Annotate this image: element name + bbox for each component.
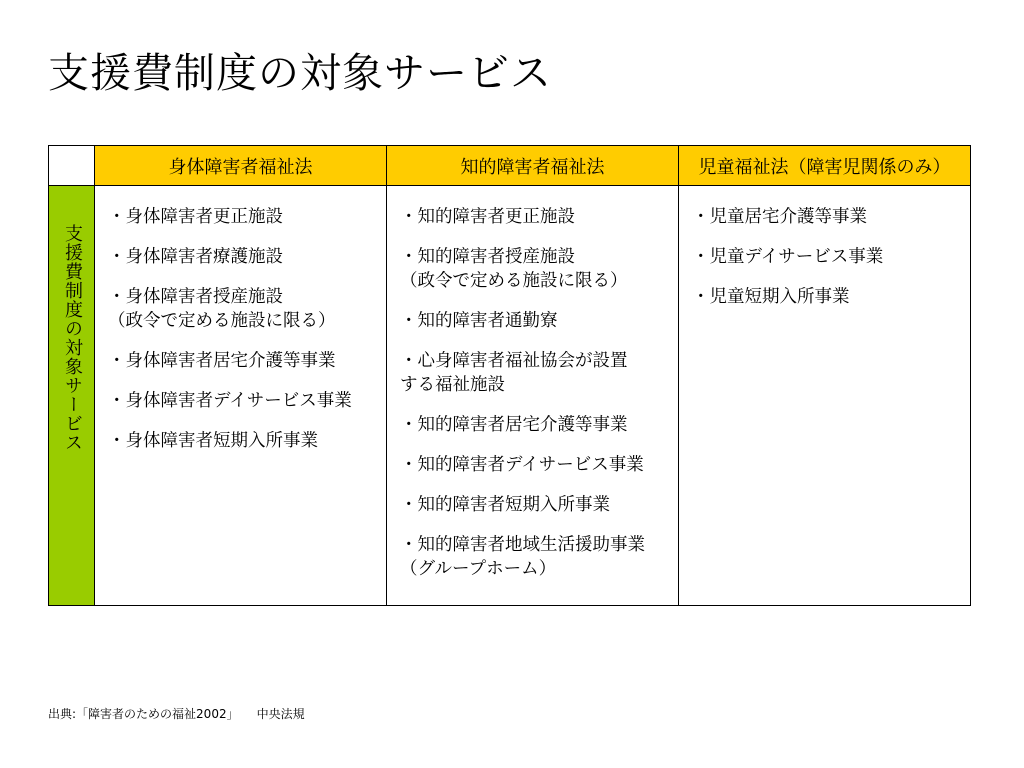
column-header-intellectual: 知的障害者福祉法: [387, 146, 679, 186]
row-header-label: 支援費制度の対象サービス: [62, 224, 83, 452]
service-item-line: ・知的障害者授産施設: [400, 247, 575, 267]
service-item-line: （政令で定める施設に限る）: [108, 311, 336, 331]
service-item: [692, 245, 970, 269]
service-item-line: ・知的障害者居宅介護等事業: [400, 415, 628, 435]
service-item-line: （政令で定める施設に限る）: [400, 271, 628, 291]
column-header-physical: 身体障害者福祉法: [95, 146, 387, 186]
service-item: [400, 205, 678, 229]
source-citation: [48, 705, 305, 722]
service-item-line: ・身体障害者更正施設: [108, 207, 283, 227]
service-item-line: ・身体障害者デイサービス事業: [108, 391, 352, 411]
service-item-line: ・身体障害者授産施設: [108, 287, 283, 307]
service-item: [692, 285, 970, 309]
service-item-line: ・知的障害者短期入所事業: [400, 495, 610, 515]
source-title: 出典:「障害者のための福祉2002」: [48, 707, 239, 721]
service-item: [400, 493, 678, 517]
service-item-line: ・身体障害者短期入所事業: [108, 431, 318, 451]
service-item: [108, 349, 386, 373]
service-item-line: ・児童居宅介護等事業: [692, 207, 867, 227]
service-item-line: する福祉施設: [400, 375, 505, 395]
service-item-line: ・心身障害者福祉協会が設置: [400, 351, 628, 371]
column-header-child: 児童福祉法（障害児関係のみ）: [679, 146, 970, 186]
service-item: [400, 413, 678, 437]
service-list-physical: [95, 186, 386, 453]
service-item-line: ・児童デイサービス事業: [692, 247, 884, 267]
service-item: [108, 285, 386, 333]
service-list-child: [679, 186, 970, 309]
service-item: [400, 245, 678, 293]
service-item-line: ・児童短期入所事業: [692, 287, 850, 307]
service-item: [108, 429, 386, 453]
service-item-line: （グループホーム）: [400, 559, 557, 579]
service-item-line: ・知的障害者更正施設: [400, 207, 575, 227]
source-publisher: 中央法規: [256, 707, 305, 721]
service-item-line: ・知的障害者地域生活援助事業: [400, 535, 645, 555]
service-item-line: ・知的障害者デイサービス事業: [400, 455, 644, 475]
service-item: [400, 533, 678, 581]
service-list-intellectual: [387, 186, 678, 581]
row-header-cell: [49, 186, 95, 605]
service-item: [108, 245, 386, 269]
service-item: [108, 205, 386, 229]
service-item: [400, 349, 678, 397]
service-item: [108, 389, 386, 413]
services-table: [48, 145, 971, 606]
service-item-line: ・知的障害者通勤寮: [400, 311, 558, 331]
column-intellectual: [387, 186, 679, 605]
table-corner-cell: [49, 146, 95, 186]
service-item-line: ・身体障害者療護施設: [108, 247, 283, 267]
column-physical: [95, 186, 387, 605]
service-item: [400, 309, 678, 333]
service-item: [692, 205, 970, 229]
service-item: [400, 453, 678, 477]
service-item-line: ・身体障害者居宅介護等事業: [108, 351, 336, 371]
column-child: [679, 186, 970, 605]
page-title: 支援費制度の対象サービス: [48, 49, 552, 97]
